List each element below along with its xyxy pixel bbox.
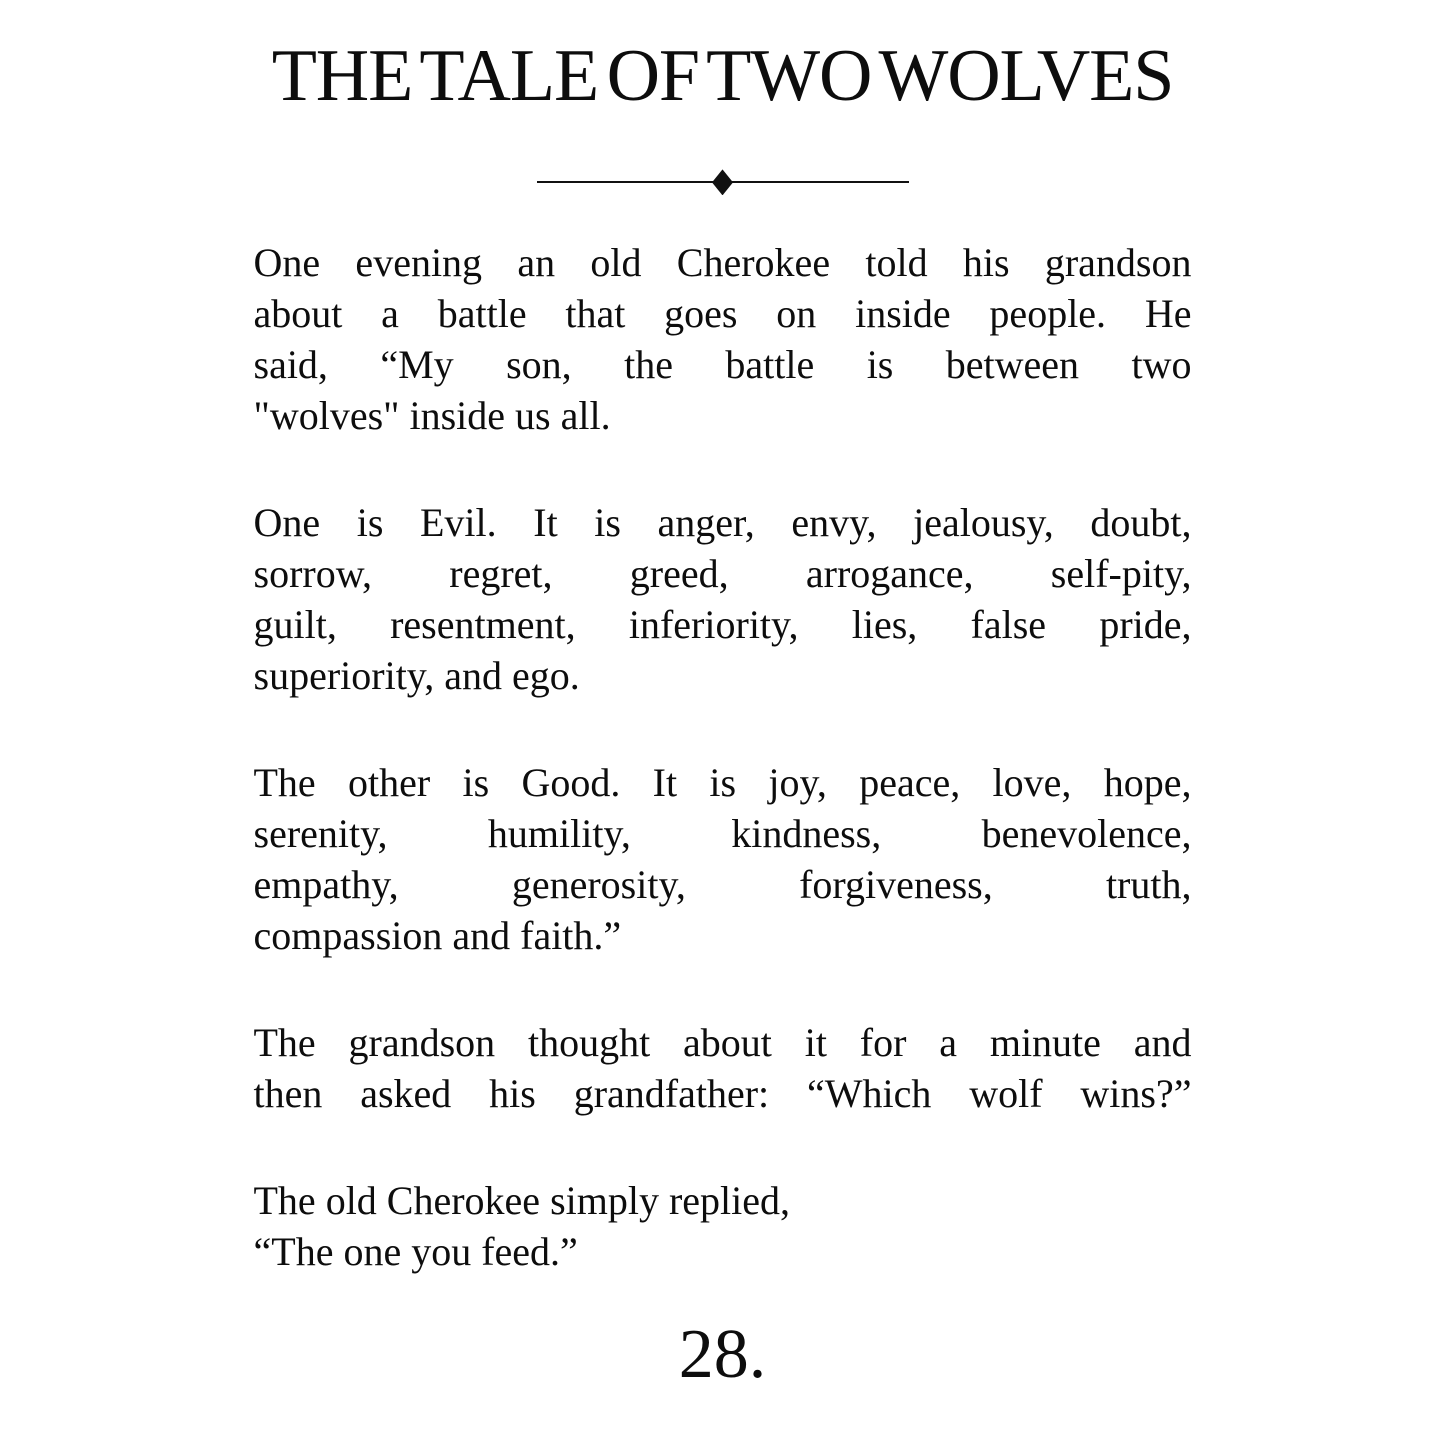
text-line: guilt, resentment, inferiority, lies, false pride, — [253, 602, 1192, 648]
divider-line-right — [731, 181, 909, 183]
text-line: said, “My son, the battle is between two — [253, 342, 1192, 388]
paragraph — [254, 757, 1192, 961]
text-line: The other is Good. It is joy, peace, love, hope, — [253, 760, 1192, 806]
paragraph — [254, 237, 1192, 441]
text-line: One is Evil. It is anger, envy, jealousy, doubt, — [253, 500, 1192, 546]
text-line: "wolves" inside us all. — [253, 393, 611, 439]
paragraph — [254, 1017, 1192, 1119]
page-number: 28. — [678, 1316, 767, 1394]
page-title: THE TALE OF TWO WOLVES — [271, 35, 1174, 117]
text-line: then asked his grandfather: “Which wolf wins?” — [253, 1071, 1192, 1117]
body-text — [254, 237, 1192, 1277]
text-line: “The one you feed.” — [253, 1229, 578, 1275]
text-line: about a battle that goes on inside people. He — [253, 291, 1192, 337]
text-line: One evening an old Cherokee told his grandson — [253, 240, 1192, 286]
text-line: empathy, generosity, forgiveness, truth, — [253, 862, 1192, 908]
text-line: sorrow, regret, greed, arrogance, self-pity, — [253, 551, 1192, 597]
divider-line-left — [537, 181, 715, 183]
text-line: The old Cherokee simply replied, — [253, 1178, 791, 1224]
text-line: serenity, humility, kindness, benevolence, — [253, 811, 1192, 857]
text-line: compassion and faith.” — [253, 913, 622, 959]
diamond-icon — [712, 169, 733, 195]
text-line: superiority, and ego. — [253, 653, 580, 699]
divider — [537, 169, 909, 195]
paragraph — [254, 497, 1192, 701]
text-line: The grandson thought about it for a minute and — [253, 1020, 1192, 1066]
paragraph — [254, 1175, 1192, 1277]
